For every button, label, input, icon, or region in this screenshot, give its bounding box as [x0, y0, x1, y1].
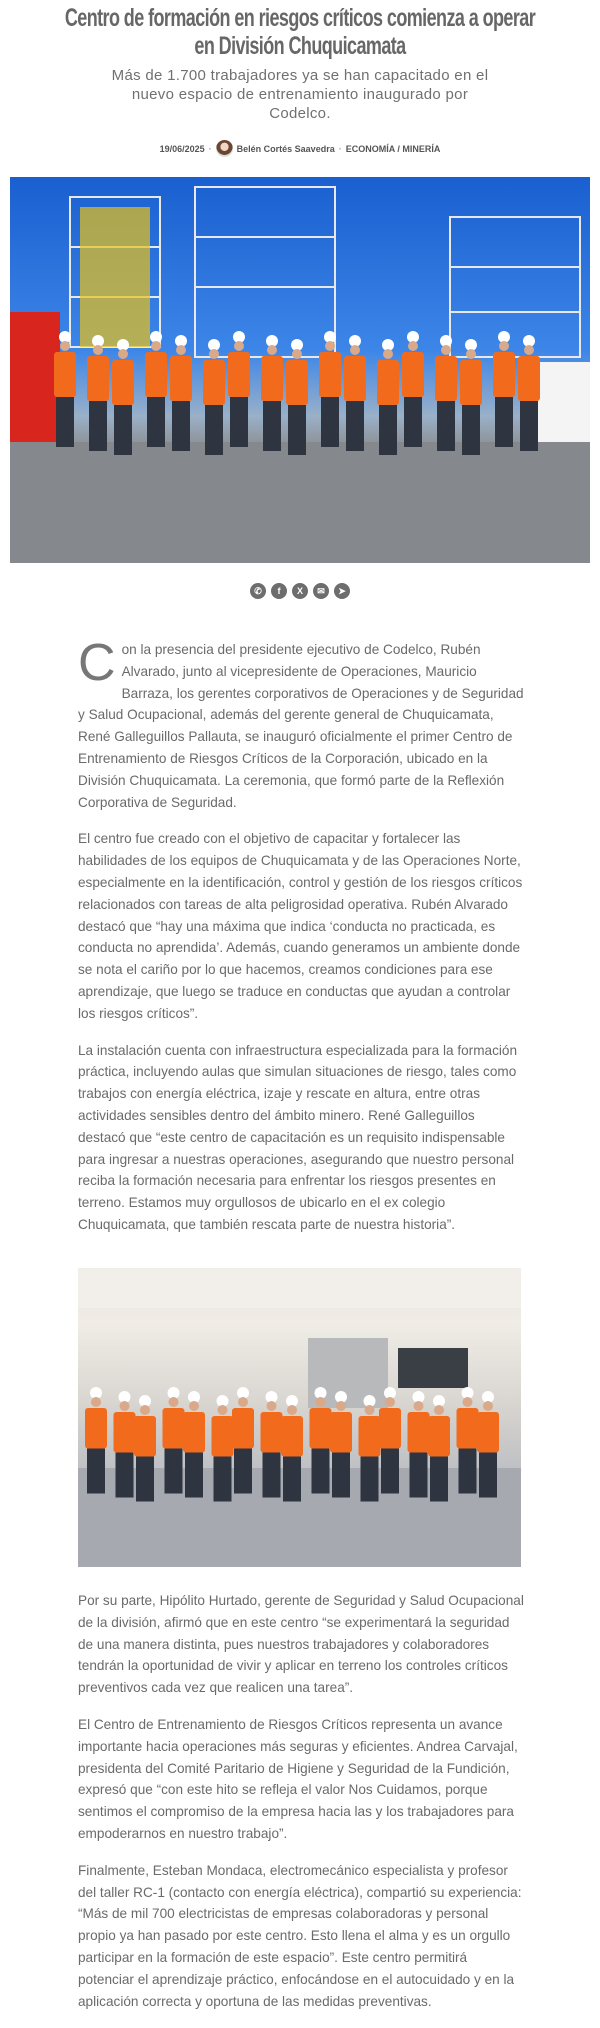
separator: · [338, 143, 342, 154]
whatsapp-icon[interactable]: ✆ [250, 583, 266, 599]
ceiling [78, 1268, 521, 1308]
title-line: en División Chuquicamata [194, 32, 406, 60]
person-figure [228, 331, 250, 447]
person-figure [435, 335, 457, 451]
person-figure [359, 1395, 381, 1502]
group-photo [78, 1268, 521, 1567]
window [398, 1348, 468, 1388]
person-figure [428, 1395, 450, 1502]
person-figure [402, 331, 424, 447]
title-line: Centro de formación en riesgos críticos comienza a operar [64, 4, 536, 32]
person-figure [114, 1391, 136, 1498]
share-bar [250, 583, 350, 599]
paragraph: El centro fue creado con el objetivo de capacitar y fortalecer las habilidades de los equipos de Chuquicamata y de las Operaciones Norte, especialmente en la identificación, control y gestión de los riesgos críticos relacionados con tareas de alta peligrosidad operativa. Rubén Alvarado destacó que “hay una máxima que indica ‘conducta no practicada, es conducta no aprendida’. Además, cuando generamos un ambiente donde se nota el cariño por lo que hacemos, creamos condiciones para ese aprendizaje, que luego se traduce en conductas que ayudan a controlar los riesgos críticos”. [78, 831, 523, 1021]
person-figure [261, 335, 283, 451]
person-figure [408, 1391, 430, 1498]
person-figure [134, 1395, 156, 1502]
workers-group [54, 331, 540, 455]
pavement [10, 442, 590, 563]
paragraph: Por su parte, Hipólito Hurtado, gerente de Seguridad y Salud Ocupacional de la división, afirmó que en este centro “se experimentará la seguridad de una manera distinta, pues nuestros trabajadores y colaboradores tendrán la oportunidad de vivir y aplicar en terreno los controles críticos preventivos cada vez que realicen una tarea”. [78, 1593, 524, 1696]
hero-photo-illustration [10, 177, 590, 563]
x-icon[interactable]: X [292, 583, 308, 599]
paragraph-text: on la presencia del presidente ejecutivo de Codelco, Rubén Alvarado, junto al vicepresidente de Operaciones, Mauricio Barraza, los gerentes corporativos de Operaciones y de Seguridad y Salud Ocupacional, además del gerente general de Chuquicamata, René Galleguillos Pallauta, se inauguró oficialmente el primer Centro de Entrenamiento de Riesgos Críticos de la Corporación, ubicado en la División Chuquicamata. La ceremonia, que formó parte de la Reflexión Corporativa de Seguridad. [78, 642, 524, 810]
author-avatar [216, 140, 233, 157]
person-figure [377, 339, 399, 455]
article-subtitle: Más de 1.700 trabajadores ya se han capacitado en el nuevo espacio de entrenamiento inaugurado por Codelco. [111, 67, 489, 122]
person-figure [183, 1391, 205, 1498]
article-body-part2 [78, 1590, 524, 2027]
paragraph: Finalmente, Esteban Mondaca, electromecánico especialista y profesor del taller RC-1 (contacto con energía eléctrica), compartió su experiencia: “Más de mil 700 electricistas de empresas colaboradoras y personal propio ya han pasado por este centro. Esto llena el alma y es un orgullo participar en la formación de este espacio”. Este centro permitirá potenciar el aprendizaje práctico, enfocándose en el autocuidado y en la aplicación correcta y oportuna de las medidas preventivas. [78, 1862, 522, 2009]
person-figure [457, 1387, 479, 1494]
person-figure [319, 331, 341, 447]
person-figure [344, 335, 366, 451]
paragraph [78, 634, 524, 813]
article-meta [0, 140, 600, 157]
person-figure [145, 331, 167, 447]
author-name[interactable]: Belén Cortés Saavedra [236, 143, 335, 154]
person-figure [281, 1395, 303, 1502]
publish-date: 19/06/2025 [159, 143, 205, 154]
yellow-structure [80, 207, 150, 347]
email-icon[interactable]: ✉ [313, 583, 329, 599]
hero-photo [10, 177, 590, 563]
red-container [10, 312, 60, 462]
paragraph: La instalación cuenta con infraestructura especializada para la formación práctica, incluyendo aulas que simulan situaciones de riesgo, tales como trabajos con energía eléctrica, izaje y rescate en altura, entre otras actividades sensibles dentro del ámbito minero. René Galleguillos destacó que “este centro de capacitación es un requisito indispensable para ingresar a nuestras operaciones, asegurando que nuestro personal reciba la formación necesaria para enfrentar los riesgos presentes en terreno. Estamos muy orgullosos de ubicarlo en el ex colegio Chuquicamata, que también rescata parte de nuestra historia”. [78, 1042, 518, 1232]
person-figure [170, 335, 192, 451]
group-photo-illustration [78, 1268, 521, 1567]
paragraph: El Centro de Entrenamiento de Riesgos Críticos representa un avance importante hacia operaciones más seguras y eficientes. Andrea Carvajal, presidenta del Comité Paritario de Higiene y Seguridad de la Fundición, expresó que “con este hito se refleja el valor Nos Cuidamos, porque sentimos el compromiso de la empresa hacia las y los trabajadores para empoderarnos en nuestro trabajo”. [78, 1716, 518, 1841]
separator: · [208, 143, 212, 154]
person-figure [87, 335, 109, 451]
person-figure [112, 339, 134, 455]
workers-group [85, 1387, 499, 1502]
person-figure [212, 1395, 234, 1502]
category-link[interactable]: ECONOMÍA / MINERÍA [345, 143, 441, 154]
facebook-icon[interactable]: f [271, 583, 287, 599]
person-figure [163, 1387, 185, 1494]
person-figure [261, 1391, 283, 1498]
person-figure [477, 1391, 499, 1498]
person-figure [85, 1387, 107, 1494]
person-figure [232, 1387, 254, 1494]
person-figure [518, 335, 540, 451]
article-body-part1 [78, 634, 524, 1251]
drop-cap: C [78, 634, 116, 692]
telegram-icon[interactable]: ➤ [334, 583, 350, 599]
person-figure [493, 331, 515, 447]
article-title [65, 4, 535, 60]
